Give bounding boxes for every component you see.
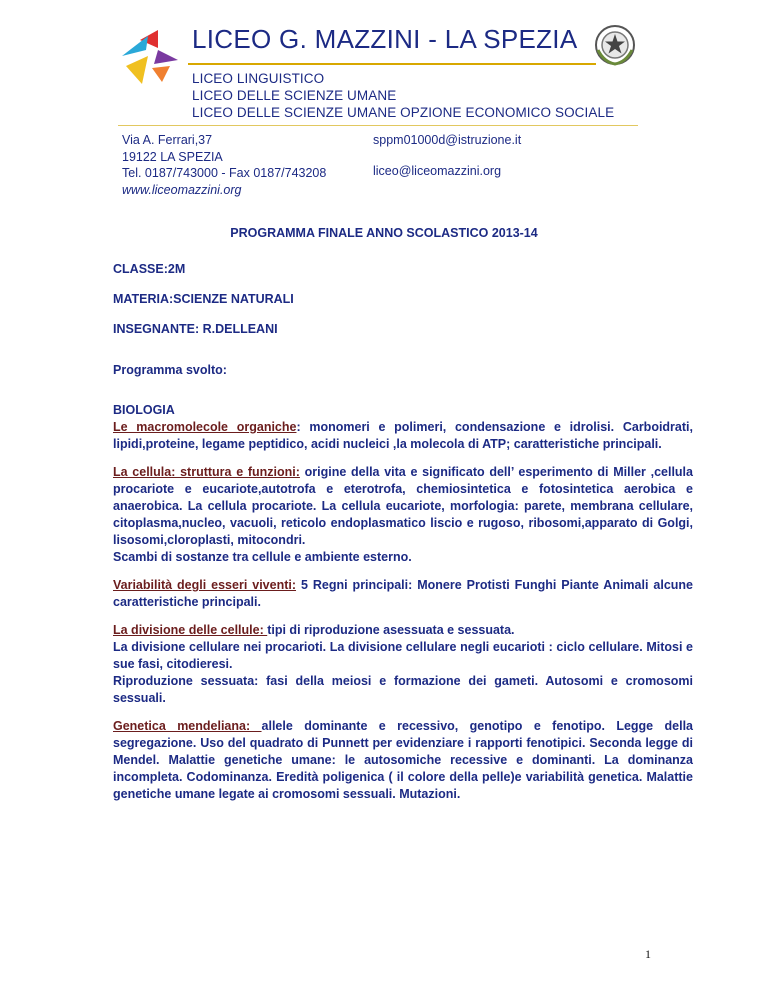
page-number: 1 (645, 947, 651, 961)
topic-heading: Le macromolecole organiche (113, 420, 297, 434)
school-branches (192, 70, 614, 121)
document-title: PROGRAMMA FINALE ANNO SCOLASTICO 2013-14 (230, 226, 538, 240)
subject-line: MATERIA:SCIENZE NATURALI (113, 292, 294, 306)
header-rule-bottom (118, 125, 638, 126)
topic-text: tipi di riproduzione asessuata e sessuata. (267, 623, 515, 637)
address-block (122, 132, 326, 182)
topic-text: : monomeri e polimeri, condensazione e idrolisi. Carboidrati, lipidi,proteine, legame peptidico, acidi nucleici ,la molecola di ATP; caratteristiche principali. (113, 420, 693, 451)
topic-heading: Variabilità degli esseri viventi: (113, 578, 297, 592)
website-link[interactable]: www.liceomazzini.org (122, 183, 242, 197)
email-block (373, 132, 521, 179)
topic-extra: La divisione cellulare nei procarioti. La divisione cellulare negli eucarioti : ciclo cellulare. Mitosi e sue fasi, citodieresi. (113, 640, 693, 671)
topic-heading: La divisione delle cellule: (113, 623, 268, 637)
branch-linguistico: LICEO LINGUISTICO (192, 71, 325, 86)
program-label: Programma svolto: (113, 363, 227, 377)
email-liceo[interactable]: liceo@liceomazzini.org (373, 163, 502, 178)
email-istruzione[interactable]: sppm01000d@istruzione.it (373, 133, 522, 147)
topic-extra: Scambi di sostanze tra cellule e ambiente esterno. (113, 550, 412, 564)
branch-scienze-umane: LICEO DELLE SCIENZE UMANE (192, 88, 397, 103)
branch-economico-sociale: LICEO DELLE SCIENZE UMANE OPZIONE ECONOMICO SOCIALE (192, 105, 615, 120)
teacher-line: INSEGNANTE: R.DELLEANI (113, 322, 278, 336)
class-line: CLASSE:2M (113, 262, 186, 276)
topic-divisione (113, 622, 693, 707)
topic-heading: La cellula: struttura e funzioni: (113, 465, 300, 479)
topic-text: origine della vita e significato dell’ esperimento di Miller ,cellula procariote e eucariote,autotrofa e eterotrofa, chemiosintetica e fotosintetica aerobica e anaerobica. La cellula procariote. La cellula eucariote, morfologia: parete, membrana cellulare, citoplasma,nucleo, vacuoli, reticolo endoplasmatico liscio e rugoso, ribosomi,apparato di Golgi, lisosomi,cloroplasti, mitocondri. (113, 465, 693, 547)
topic-text: 5 Regni principali: Monere Protisti Funghi Piante Animali alcune caratteristiche principali. (113, 578, 693, 609)
address-phone-fax: Tel. 0187/743000 - Fax 0187/743208 (122, 166, 327, 180)
address-street: Via A. Ferrari,37 (122, 133, 213, 147)
header-rule-top (188, 63, 596, 65)
topic-heading: Genetica mendeliana: (113, 719, 262, 733)
topic-genetica (113, 718, 693, 803)
italian-republic-emblem-icon (594, 24, 636, 66)
topic-text: allele dominante e recessivo, genotipo e fenotipo. Legge della segregazione. Uso del quadrato di Punnett per evidenziare i rapporti fenotipici. Seconda legge di Mendel. Malattie genetiche umane: le autosomiche recessive e dominanti. La dominanza incompleta. Codominanza. Eredità poligenica ( il colore della pelle)e variabilità genetica. Malattie genetiche umane legate ai cromosomi sessuali. Mutazioni. (113, 719, 694, 801)
topic-cellula (113, 464, 693, 566)
school-name: LICEO G. MAZZINI - LA SPEZIA (192, 24, 578, 54)
topic-extra-2: Riproduzione sessuata: fasi della meiosi e formazione dei gameti. Autosomi e cromosomi sessuali. (113, 674, 693, 705)
topic-variabilita (113, 577, 693, 611)
school-logo-icon (118, 26, 188, 86)
topic-macromolecole (113, 402, 693, 453)
address-city: 19122 LA SPEZIA (122, 149, 223, 164)
section-heading: BIOLOGIA (113, 403, 175, 417)
program-content (113, 402, 693, 814)
